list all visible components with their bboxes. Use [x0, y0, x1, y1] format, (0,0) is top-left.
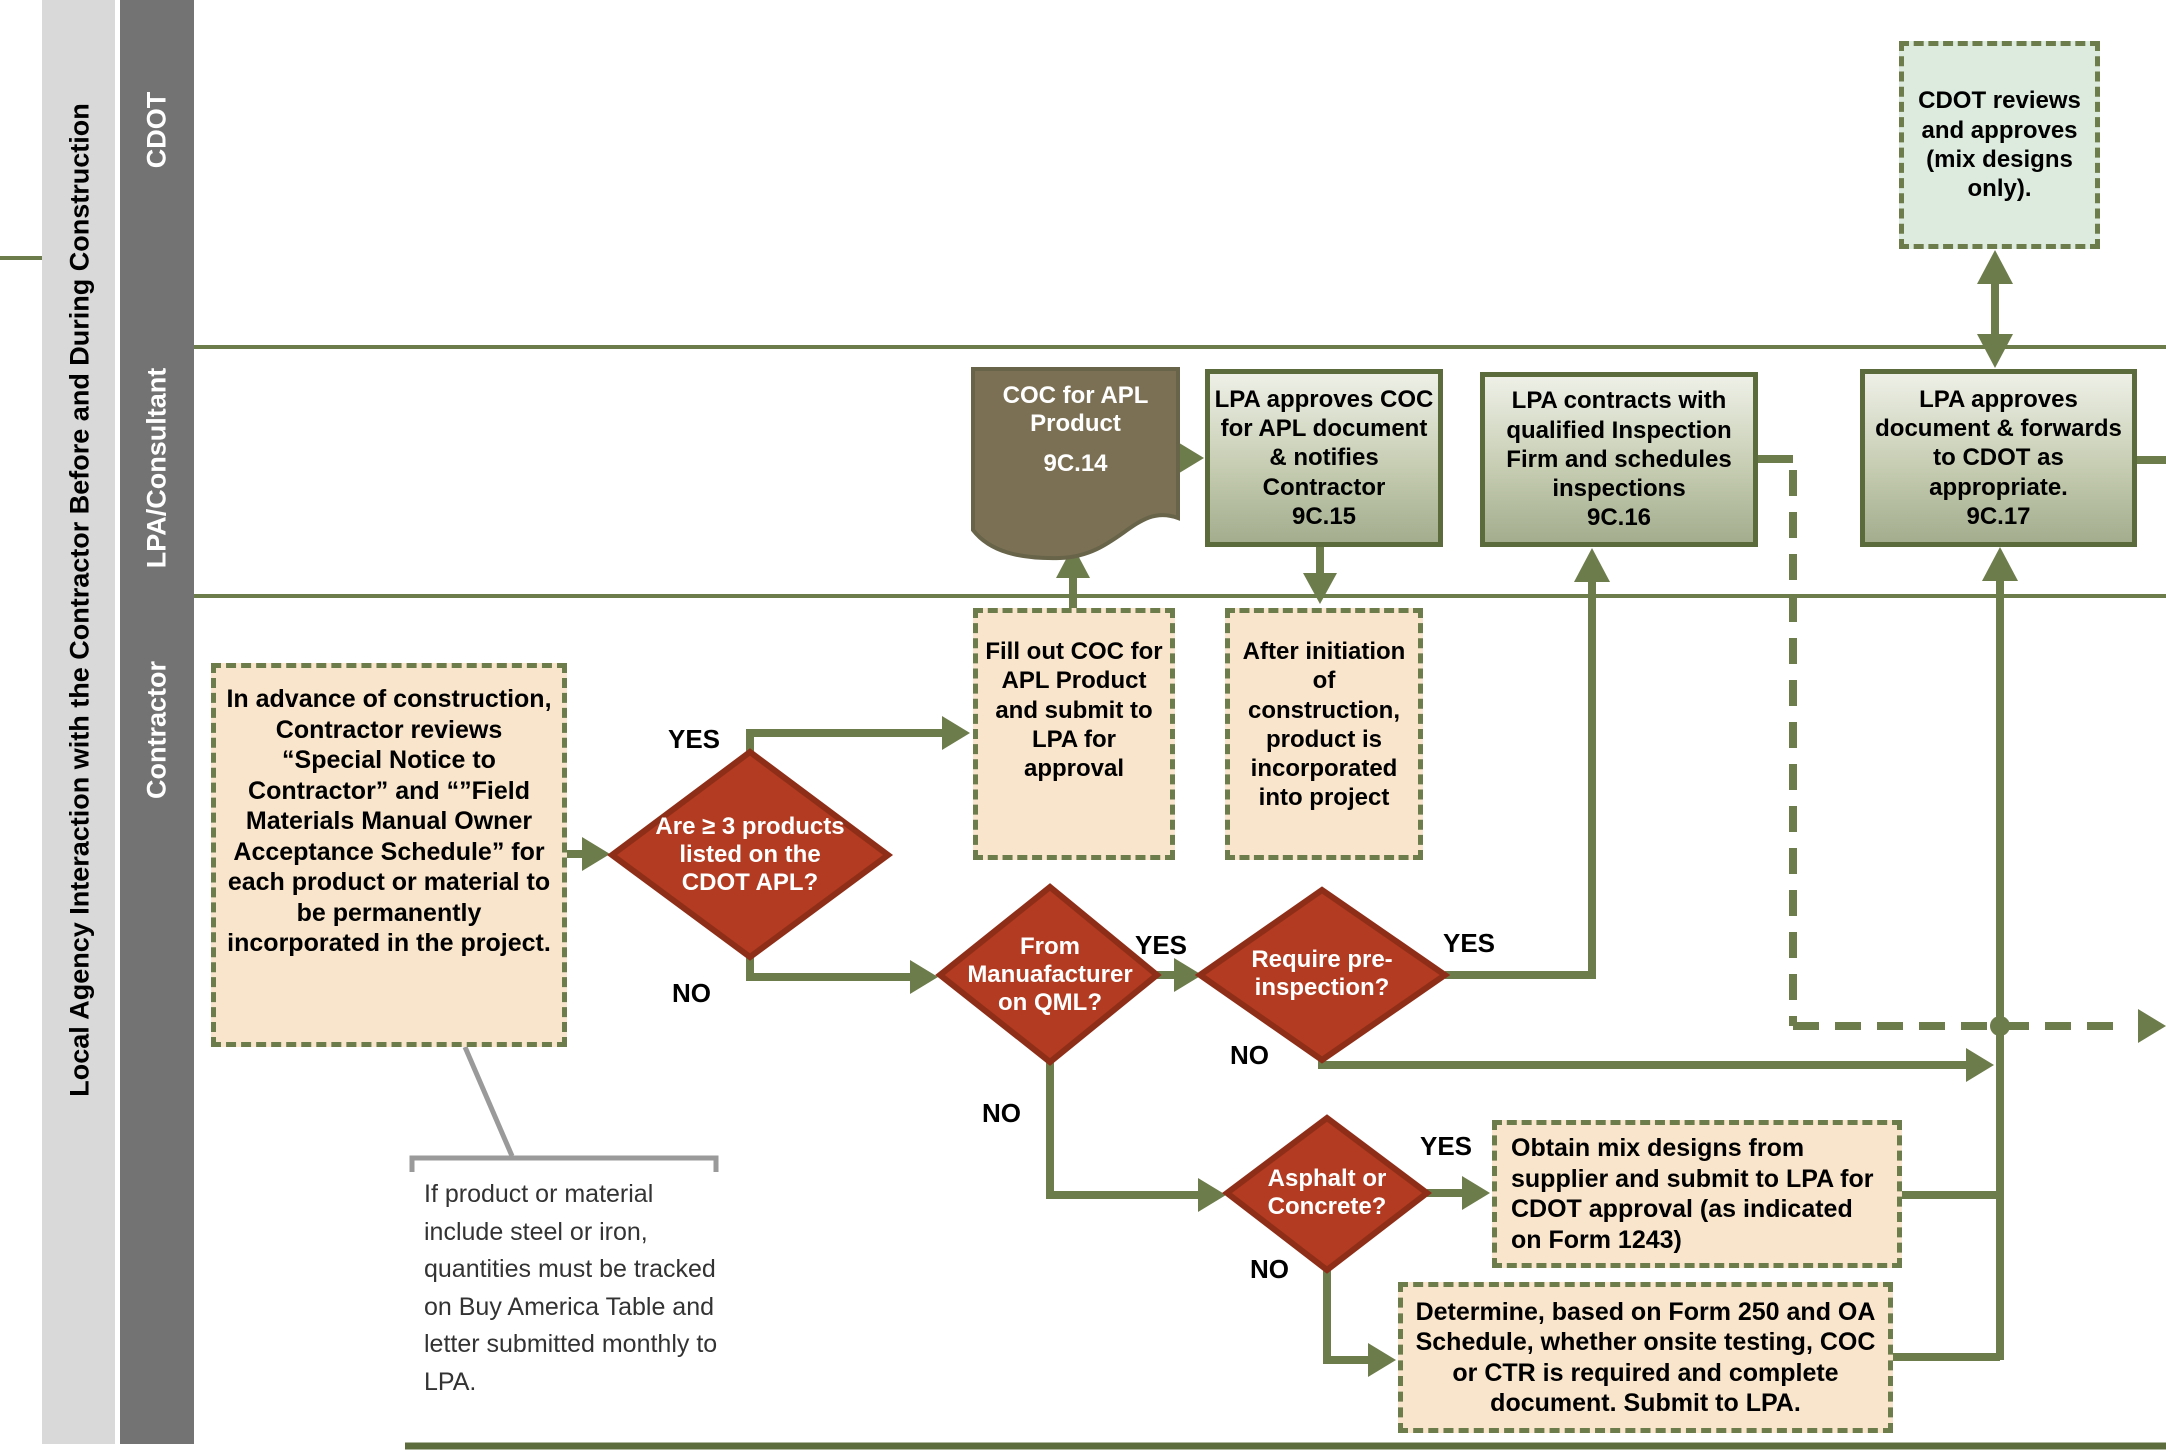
edge-d1-yes — [750, 733, 944, 752]
advance-review-text: In advance of construction, Contractor reviews “Special Notice to Contractor” and “”Field Materials Manual Owner Acceptance Schedule” for each product or material to be permanently incorporated in the project. — [226, 685, 552, 957]
arrowhead-down-icon — [1303, 573, 1337, 604]
buy-america-note: If product or material include steel or iron, quantities must be tracked on Buy America Table and letter submitted monthly to LPA. — [424, 1180, 718, 1396]
lpa-contracts-box — [1480, 372, 1758, 547]
edge-label-no-apl: NO — [672, 978, 711, 1008]
arrowhead-right-icon — [2138, 1009, 2166, 1043]
arrowhead-right-icon — [942, 716, 970, 750]
arrowhead-right-icon — [1176, 441, 1204, 475]
fill-out-coc-text: Fill out COC for APL Product and submit to LPA for approval — [985, 638, 1163, 783]
edge-label-no-preinspection: NO — [1230, 1040, 1269, 1070]
arrowhead-up-icon — [1977, 250, 2013, 284]
cdot-reviews-box — [1899, 41, 2100, 249]
lpa-contracts-code: 9C.16 — [1586, 504, 1652, 532]
lpa-approves-coc-box — [1205, 369, 1443, 547]
edge-label-yes-asphalt: YES — [1420, 1131, 1473, 1161]
edge-label-yes-preinspection: YES — [1443, 928, 1496, 958]
lpa-approves-doc-text: LPA approves document & forwards to CDOT as appropriate. — [1875, 385, 2122, 501]
edge-label-yes-apl: YES — [668, 724, 721, 754]
determine-box — [1398, 1282, 1893, 1433]
junction-dot-icon — [1990, 1016, 2010, 1036]
arrowhead-right-icon — [1198, 1178, 1226, 1212]
decision-apl-text: Are ≥ 3 products listed on the CDOT APL? — [655, 812, 845, 897]
lpa-approves-coc-code: 9C.15 — [1291, 502, 1357, 530]
flowchart-canvas: Local Agency Interaction with the Contractor Before and During Construction CDOT LPA/Consultant Contractor CDOT reviews and approves (mix designs only). COC for APL Product 9C.14 LPA approves COC for APL document & notifies Contractor 9C.15 LPA contracts with qualified Inspection Firm and schedules inspections 9C.16 LPA approves document & forwards to CDOT as appropriate. 9C.17 In advance of construction, Contractor reviews “Special Notice to Contractor” and “”Field Materials Manual Owner Acceptance Schedule” for each product or material to be permanently incorporated in the project. Fill out COC for APL Product and submit to LPA for approval After initiation of construction, product is incorporated into project Obtain mix designs from supplier and submit to LPA for CDOT approval (as indicated on Form 1243) Determine, based on Form 250 and OA Schedule, whether onsite testing, COC or CTR is required and complete document. Submit to LPA. Are ≥ 3 products listed on the CDOT APL? From Manuafacturer on QML? Require pre-inspection? Asphalt or Concrete? YES NO YES NO YES NO YES NO If product or material include steel or iron, quantities must be tracked on Buy America Table and letter submitted monthly to LPA. — [0, 0, 2166, 1450]
note-callout-line — [465, 1047, 512, 1156]
advance-review-box — [211, 663, 567, 1047]
note-bracket — [412, 1158, 716, 1172]
lpa-approves-doc-box — [1860, 369, 2137, 547]
determine-text: Determine, based on Form 250 and OA Schedule, whether onsite testing, COC or CTR is required and complete document. Submit to LPA. — [1415, 1297, 1876, 1417]
arrowhead-down-icon — [1977, 334, 2013, 368]
decision-preinspection-text: Require pre-inspection? — [1251, 945, 1393, 1001]
lpa-contracts-text: LPA contracts with qualified Inspection Firm and schedules inspections — [1506, 387, 1732, 503]
arrowhead-up-icon — [1982, 547, 2018, 581]
edge-d3-yes — [1445, 576, 1592, 975]
lpa-approves-doc-code: 9C.17 — [1966, 502, 2031, 530]
obtain-mix-box — [1492, 1120, 1902, 1268]
edge-label-no-qml: NO — [982, 1098, 1021, 1128]
edge-label-yes-qml: YES — [1135, 930, 1188, 960]
coc-apl-doc-code: 9C.14 — [1043, 450, 1108, 477]
edge-d2-no — [1050, 1062, 1200, 1195]
edge-label-no-asphalt: NO — [1250, 1254, 1289, 1284]
arrowhead-right-icon — [1966, 1048, 1994, 1082]
edge-d4-no — [1327, 1270, 1370, 1360]
obtain-mix-text: Obtain mix designs from supplier and submit to LPA for CDOT approval (as indicated on Form 1243) — [1511, 1134, 1874, 1254]
decision-asphalt-text: Asphalt or Concrete? — [1267, 1164, 1387, 1220]
after-initiation-text: After initiation of construction, product is incorporated into project — [1242, 638, 1406, 812]
arrowhead-right-icon — [1462, 1176, 1490, 1210]
lpa-approves-coc-text: LPA approves COC for APL document & notifies Contractor — [1214, 385, 1434, 501]
arrowhead-right-icon — [1368, 1343, 1396, 1377]
arrowhead-up-icon — [1574, 548, 1610, 582]
edge-d3-no — [1322, 1058, 1966, 1065]
coc-apl-doc-label: COC for APL Product — [1002, 382, 1149, 437]
cdot-reviews-text: CDOT reviews and approves (mix designs only). — [1918, 87, 2081, 203]
arrowhead-right-icon — [582, 837, 610, 871]
arrowhead-right-icon — [910, 960, 938, 994]
after-initiation-box — [1225, 608, 1423, 860]
fill-out-coc-box — [973, 608, 1175, 860]
decision-qml-text: From Manuafacturer on QML? — [967, 932, 1133, 1017]
edge-d1-no — [750, 957, 912, 977]
